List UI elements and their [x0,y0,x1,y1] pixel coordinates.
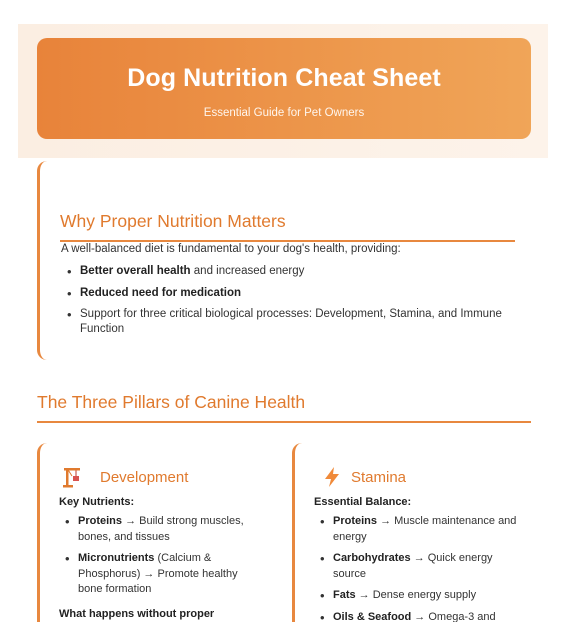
development-card [37,443,272,622]
list-item-text: → Dense energy supply [355,589,477,601]
list-item [317,551,517,582]
development-label: Key Nutrients: [59,496,135,508]
why-nutrition-list [64,264,514,344]
list-item-text: → Build strong muscles, bones, and tissues [78,515,244,543]
stamina-title: Stamina [351,469,407,486]
list-item [64,264,514,279]
list-item-bold: Proteins [333,515,378,527]
stamina-list [317,514,517,622]
development-tail-heading: What happens without proper [59,608,215,620]
list-item-bold: Fats [333,589,356,601]
list-item-text: → Muscle maintenance and energy [333,515,517,543]
list-item-bold: Reduced need for medication [80,286,242,299]
why-nutrition-heading: Why Proper Nutrition Matters [60,211,515,242]
development-list [62,514,262,604]
list-item-text: and increased energy [190,265,305,277]
page-subtitle: Essential Guide for Pet Owners [203,107,365,119]
list-item-text: Support for three critical biological processes: Development, Stamina, and Immune Function [80,308,502,335]
list-item-bold: Proteins [78,515,123,527]
pillars-heading: The Three Pillars of Canine Health [37,392,531,423]
lightning-icon [322,466,342,488]
list-item [64,286,514,301]
list-item [62,551,262,598]
page-title: Dog Nutrition Cheat Sheet [127,64,441,92]
list-item-text: (Calcium & Phosphorus) → Promote healthy bone formation [78,552,238,595]
list-item-bold: Better overall health [80,265,191,277]
page-header [37,38,531,139]
list-item-bold: Oils & Seafood [333,610,412,622]
list-item-text: → Quick energy source [333,552,493,580]
development-title: Development [100,469,189,486]
list-item-text: → Omega-3 and [411,610,496,622]
list-item [317,514,517,545]
why-nutrition-intro: A well-balanced diet is fundamental to your dog's health, providing: [61,243,401,255]
stamina-label: Essential Balance: [314,496,412,508]
crane-icon [62,466,82,488]
why-nutrition-card [37,161,531,360]
list-item [317,588,517,604]
stamina-card [292,443,527,622]
list-item-bold: Carbohydrates [333,552,411,564]
list-item-bold: Micronutrients [78,552,155,564]
list-item [64,307,514,337]
list-item [62,514,262,545]
list-item [317,610,517,622]
